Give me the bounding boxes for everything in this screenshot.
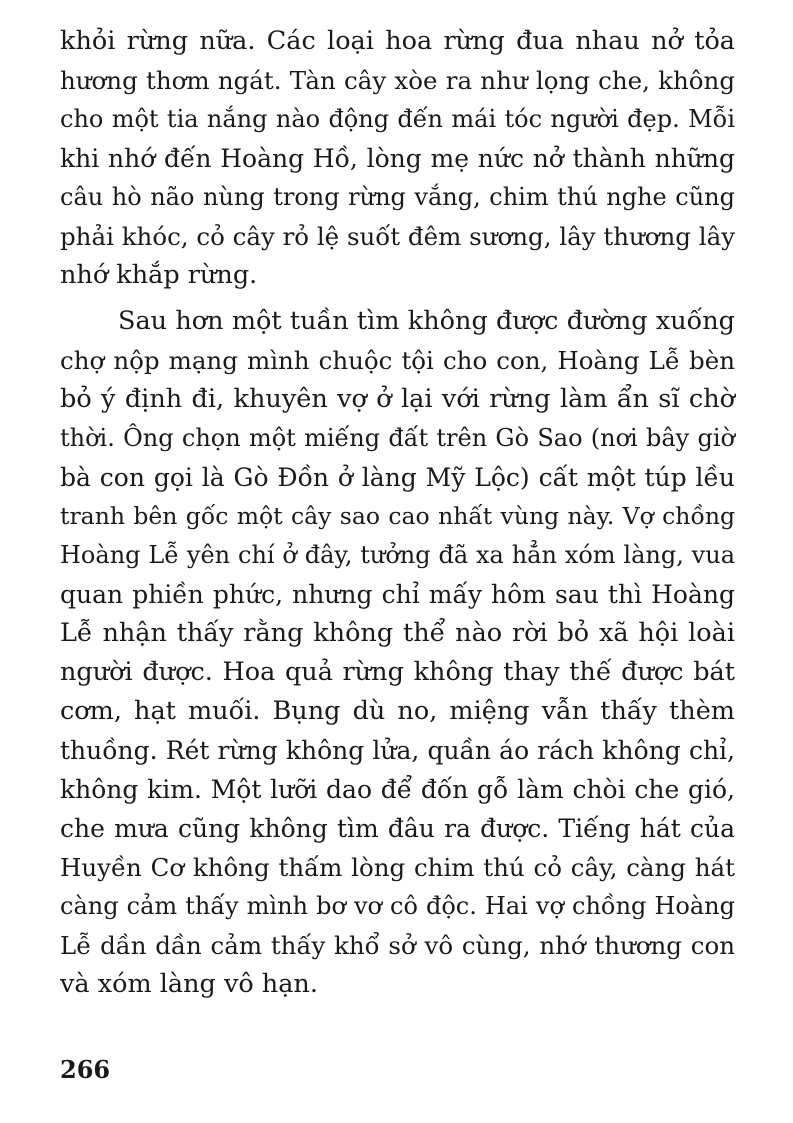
text-line: bỏ ý định đi, khuyên vợ ở lại với rừng làm ẩn sĩ chờ: [60, 384, 735, 414]
text-line: Sau hơn một tuần tìm không được đường xuống: [118, 306, 735, 336]
text-line: bà con gọi là Gò Đồn ở làng Mỹ Lộc) cất một túp lều: [60, 463, 735, 492]
page-number: 266: [60, 1055, 111, 1084]
text-line: Lễ nhận thấy rằng không thể nào rời bỏ xã hội loài: [60, 618, 735, 648]
text-line: Lễ dần dần cảm thấy khổ sở vô cùng, nhớ thương con: [60, 931, 735, 960]
page-body: [60, 22, 735, 1004]
text-line: phải khóc, cỏ cây rỏ lệ suốt đêm sương, lây thương lây: [60, 222, 736, 251]
text-line: và xóm làng vô hạn.: [60, 969, 318, 999]
paragraph-1: [60, 22, 735, 295]
text-line: khi nhớ đến Hoàng Hồ, lòng mẹ nức nở thành những: [60, 144, 735, 173]
paragraph-2: [60, 302, 735, 1004]
text-line: Huyền Cơ không thấm lòng chim thú cỏ cây, càng hát: [60, 853, 735, 882]
text-line: càng cảm thấy mình bơ vơ cô độc. Hai vợ chồng Hoàng: [60, 892, 735, 920]
text-line: cho một tia nắng nào động đến mái tóc người đẹp. Mỗi: [60, 105, 735, 133]
text-line: khỏi rừng nữa. Các loại hoa rừng đua nhau nở tỏa: [60, 26, 735, 56]
text-line: chợ nộp mạng mình chuộc tội cho con, Hoàng Lễ bèn: [60, 346, 735, 375]
text-line: cơm, hạt muối. Bụng dù no, miệng vẫn thấy thèm: [60, 696, 735, 726]
text-line: quan phiền phức, nhưng chỉ mấy hôm sau thì Hoàng: [60, 580, 735, 609]
text-line: người được. Hoa quả rừng không thay thế được bát: [60, 657, 735, 687]
text-line: thuồng. Rét rừng không lửa, quần áo rách không chỉ,: [60, 736, 735, 765]
text-line: tranh bên gốc một cây sao cao nhất vùng này. Vợ chồng: [60, 502, 735, 530]
text-line: không kim. Một lưỡi dao để đốn gỗ làm chòi che gió,: [60, 775, 735, 804]
text-line: che mưa cũng không tìm đâu ra được. Tiếng hát của: [60, 814, 735, 843]
text-line: câu hò não nùng trong rừng vắng, chim thú nghe cũng: [60, 183, 735, 211]
text-line: nhớ khắp rừng.: [60, 260, 258, 290]
text-line: Hoàng Lễ yên chí ở đây, tưởng đã xa hẳn xóm làng, vua: [60, 541, 735, 569]
paragraph-gap: [60, 295, 735, 302]
text-line: thời. Ông chọn một miếng đất trên Gò Sao (nơi bây giờ: [60, 424, 735, 452]
text-line: hương thơm ngát. Tàn cây xòe ra như lọng che, không: [60, 66, 735, 95]
